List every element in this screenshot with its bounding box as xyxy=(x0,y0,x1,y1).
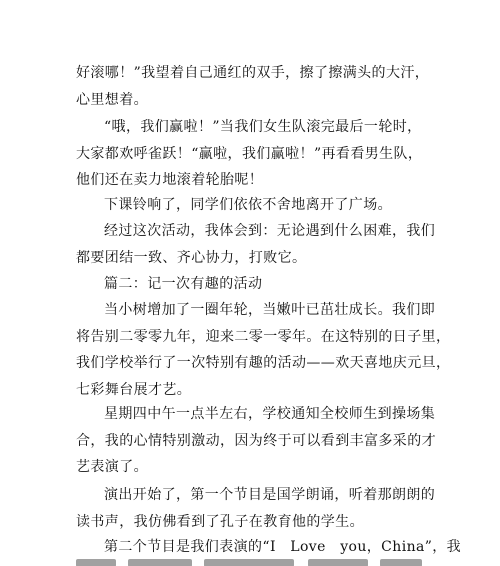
paragraph xyxy=(76,192,426,219)
text-line: 演出开始了，第一个节目是国学朗诵，听着那朗朗的 xyxy=(104,487,436,503)
paragraph xyxy=(76,60,430,113)
text-line: “哦，我们赢啦！”当我们女生队滚完最后一轮时， xyxy=(104,119,422,135)
text-line: 七彩舞台展才艺。 xyxy=(76,381,192,398)
cutoff-text-line xyxy=(76,553,426,566)
text-line: 将告别二零零九年，迎来二零一零年。在这特别的日子里， xyxy=(76,328,451,345)
text-line: 他们还在卖力地滚着轮胎呢！ xyxy=(76,172,264,188)
text-line: 合，我的心情特别激动，因为终于可以看到丰富多采的才 xyxy=(76,432,436,449)
text-line: 下课铃响了，同学们依依不舍地离开了广场。 xyxy=(104,197,392,213)
text-line: 当小树增加了一圈年轮，当嫩叶已茁壮成长。我们即 xyxy=(104,302,436,318)
text-line: 大家都欢呼雀跃！“赢啦，我们赢啦！”再看看男生队， xyxy=(76,145,423,162)
text-line: 好滚哪！”我望着自己通红的双手，擦了擦满头的大汗， xyxy=(76,65,430,81)
text-line: 都要团结一致、齐心协力，打败它。 xyxy=(76,249,307,266)
paragraph xyxy=(76,114,426,194)
text-line: 经过这次活动，我体会到：无论遇到什么困难，我们 xyxy=(104,223,436,239)
text-line: 心里想着。 xyxy=(76,91,148,108)
text-line: 读书声，我仿佛看到了孔子在教育他的学生。 xyxy=(76,513,364,530)
text-line: 星期四中午一点半左右，学校通知全校师生到操场集 xyxy=(104,406,436,422)
paragraph xyxy=(76,482,436,535)
section-heading xyxy=(76,271,426,298)
paragraph xyxy=(76,401,436,481)
text-line: 艺表演了。 xyxy=(76,459,148,475)
paragraph xyxy=(76,218,436,271)
text-line: 我们学校举行了一次特别有趣的活动——欢天喜地庆元旦， xyxy=(76,355,451,371)
text-line: 篇二：记一次有趣的活动 xyxy=(104,276,263,292)
paragraph xyxy=(76,297,451,403)
text-line: 第二个节目是我们表演的“I Love you，China”，我 xyxy=(104,539,462,555)
